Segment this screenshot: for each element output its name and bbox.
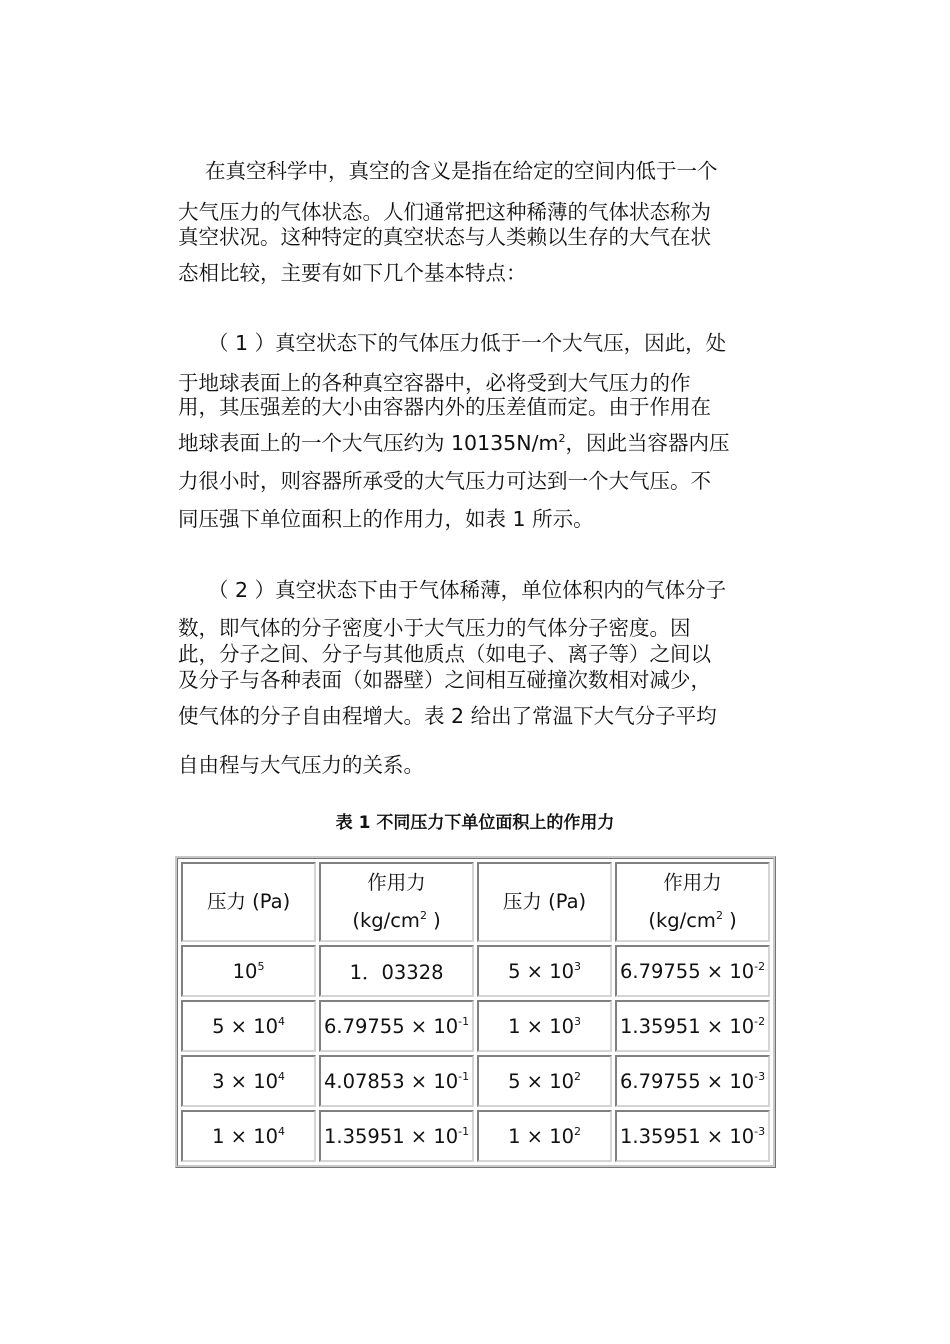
table-cell (477, 1110, 612, 1162)
cell-mantissa: 6.79755 × 10 (323, 1014, 459, 1038)
table-header-row (181, 862, 770, 942)
cell-mantissa: 1 × 10 (212, 1124, 279, 1148)
header-force-1-label: 作用力 (367, 871, 426, 894)
header-force-2-unit-exp: 2 (715, 909, 723, 922)
cell-mantissa: 5 × 10 (508, 1069, 575, 1093)
paragraph-2-line-4 (178, 429, 729, 457)
table-cell (615, 1000, 770, 1052)
paragraph-2-line-4-text: 地球表面上的一个大气压约为 10135N/m (178, 431, 559, 455)
cell-mantissa: 6.79755 × 10 (619, 959, 755, 983)
paragraph-3-line-6: 自由程与大气压力的关系。 (178, 753, 424, 777)
paragraph-1-line-1: 在真空科学中，真空的含义是指在给定的空间内低于一个 (205, 159, 718, 183)
cell-mantissa: 1．03328 (349, 961, 444, 984)
header-force-2 (615, 862, 770, 942)
cell-exponent: 5 (257, 959, 265, 973)
cell-mantissa: 1 × 10 (508, 1124, 575, 1148)
cell-exponent: 4 (278, 1014, 286, 1028)
cell-exponent: 3 (574, 959, 582, 973)
cell-mantissa: 1.35951 × 10 (619, 1014, 755, 1038)
paragraph-2-line-5: 力很小时，则容器所承受的大气压力可达到一个大气压。不 (178, 469, 711, 493)
table-cell (477, 1055, 612, 1107)
cell-mantissa: 6.79755 × 10 (619, 1069, 755, 1093)
table-cell (615, 1055, 770, 1107)
paragraph-3-line-5: 使气体的分子自由程增大。表 2 给出了常温下大气分子平均 (178, 704, 717, 728)
cell-mantissa: 1.35951 × 10 (619, 1124, 755, 1148)
table-cell (319, 1000, 474, 1052)
paragraph-2-line-2: 于地球表面上的各种真空容器中，必将受到大气压力的作 (178, 371, 691, 395)
cell-exponent: 2 (574, 1124, 582, 1138)
cell-mantissa: 10 (232, 959, 258, 983)
paragraph-1-line-4: 态相比较，主要有如下几个基本特点： (178, 261, 527, 285)
header-force-1-unit-exp: 2 (419, 909, 427, 922)
header-pressure-2-label: 压力 (Pa) (502, 890, 587, 913)
pressure-force-table (175, 856, 776, 1168)
table-cell (615, 1110, 770, 1162)
cell-mantissa: 4.07853 × 10 (323, 1069, 459, 1093)
header-force-2-unit-text: (kg/cm (648, 909, 716, 932)
header-force-2-unit (619, 902, 766, 940)
header-force-1-unit (323, 902, 470, 940)
cell-mantissa: 5 × 10 (212, 1014, 279, 1038)
header-pressure-1 (181, 862, 316, 942)
cell-mantissa: 5 × 10 (508, 959, 575, 983)
header-force-2-label: 作用力 (663, 871, 722, 894)
paragraph-3-line-1: （ 2 ）真空状态下由于气体稀薄，单位体积内的气体分子 (208, 578, 727, 602)
paragraph-3-line-4: 及分子与各种表面（如器壁）之间相互碰撞次数相对减少， (178, 668, 711, 692)
cell-exponent: 4 (278, 1124, 286, 1138)
cell-mantissa: 3 × 10 (212, 1069, 279, 1093)
table-caption: 表 1 不同压力下单位面积上的作用力 (335, 813, 615, 833)
header-force-1 (319, 862, 474, 942)
header-force-1-unit-text: (kg/cm (352, 909, 420, 932)
table-cell (477, 1000, 612, 1052)
table-cell (181, 1055, 316, 1107)
cell-mantissa: 1.35951 × 10 (323, 1124, 459, 1148)
paragraph-2-line-1: （ 1 ）真空状态下的气体压力低于一个大气压，因此，处 (208, 331, 727, 355)
cell-exponent: -1 (458, 1069, 470, 1083)
table-cell (319, 1110, 474, 1162)
table-cell (181, 945, 316, 997)
paragraph-3-line-3: 此，分子之间、分子与其他质点（如电子、离子等）之间以 (178, 642, 711, 666)
paragraph-2-line-6: 同压强下单位面积上的作用力，如表 1 所示。 (178, 507, 594, 531)
cell-exponent: 2 (574, 1069, 582, 1083)
paragraph-2-superscript: 2 (558, 432, 566, 445)
header-force-1-unit-close: ) (426, 909, 441, 932)
header-force-2-unit-close: ) (722, 909, 737, 932)
paragraph-2-line-4-tail: ，因此当容器内压 (565, 431, 730, 455)
cell-exponent: -3 (754, 1124, 766, 1138)
table-cell (181, 1000, 316, 1052)
paragraph-1-line-2: 大气压力的气体状态。人们通常把这种稀薄的气体状态称为 (178, 200, 711, 224)
header-pressure-1-label: 压力 (Pa) (206, 890, 291, 913)
table-cell (181, 1110, 316, 1162)
table-cell (319, 945, 474, 997)
header-force-2-stack (619, 864, 766, 940)
table-row (181, 1000, 770, 1052)
cell-exponent: -1 (458, 1124, 470, 1138)
header-force-1-stack (323, 864, 470, 940)
cell-exponent: -1 (458, 1014, 470, 1028)
paragraph-1-line-3: 真空状况。这种特定的真空状态与人类赖以生存的大气在状 (178, 225, 711, 249)
table-cell (477, 945, 612, 997)
cell-exponent: 3 (574, 1014, 582, 1028)
table-row (181, 1110, 770, 1162)
paragraph-2-line-3: 用，其压强差的大小由容器内外的压差值而定。由于作用在 (178, 395, 711, 419)
header-pressure-2 (477, 862, 612, 942)
cell-exponent: 4 (278, 1069, 286, 1083)
table-cell (319, 1055, 474, 1107)
paragraph-3-line-2: 数，即气体的分子密度小于大气压力的气体分子密度。因 (178, 616, 691, 640)
table-row (181, 1055, 770, 1107)
cell-exponent: -2 (754, 1014, 766, 1028)
table-row (181, 945, 770, 997)
cell-exponent: -2 (754, 959, 766, 973)
cell-exponent: -3 (754, 1069, 766, 1083)
table-cell (615, 945, 770, 997)
cell-mantissa: 1 × 10 (508, 1014, 575, 1038)
